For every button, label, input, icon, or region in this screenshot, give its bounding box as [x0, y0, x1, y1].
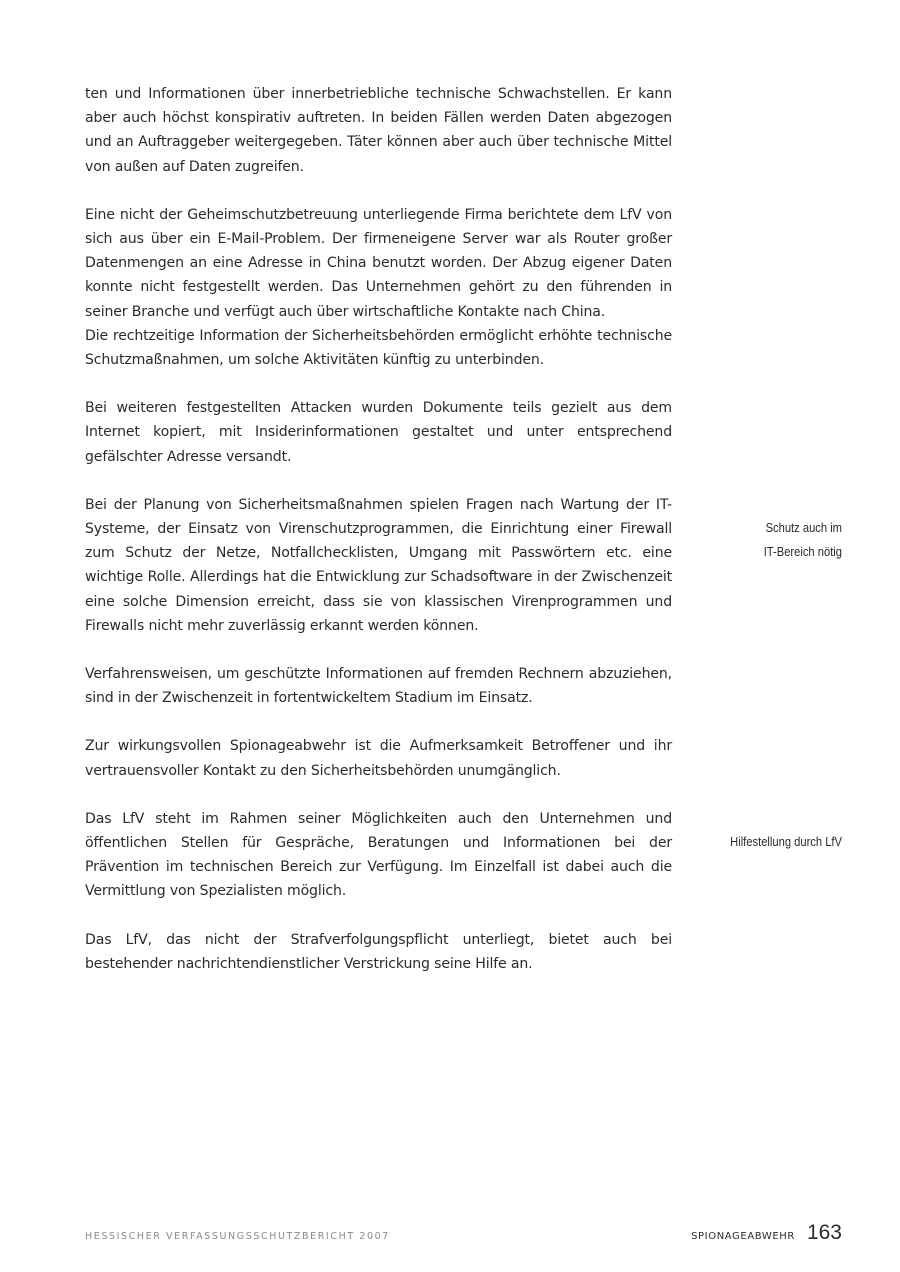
margin-note-lfv-assistance [704, 830, 842, 854]
paragraph-5 [85, 662, 672, 710]
paragraph-8 [85, 928, 672, 976]
paragraph-8-text: Das LfV, das nicht der Strafverfolgungspflicht unterliegt, bietet auch bei bestehender nachrichtendienstlicher Verstrickung seine Hilfe an. [85, 931, 672, 972]
footer-section-and-page [691, 1221, 842, 1245]
paragraph-4 [85, 493, 672, 638]
paragraph-6-text: Zur wirkungsvollen Spionageabwehr ist die Aufmerksamkeit Betroffener und ihr vertrauensvoller Kontakt zu den Sicherheitsbehörden unumgänglich. [85, 738, 672, 779]
margin-note-1-line-2: IT-Bereich nötig [763, 544, 842, 560]
paragraph-1 [85, 82, 672, 179]
margin-note-1-line-1: Schutz auch im [765, 520, 842, 535]
margin-note-2-text: Hilfestellung durch LfV [730, 834, 842, 849]
paragraph-7-text: Das LfV steht im Rahmen seiner Möglichkeiten auch den Unternehmen und öffentlichen Stellen für Gespräche, Beratungen und Informationen bei der Prävention im technischen Bereich zur Verfügung. Im Einzelfall ist dabei auch die Vermittlung von Spezialisten möglich. [85, 810, 672, 900]
paragraph-4-text: Bei der Planung von Sicherheitsmaßnahmen spielen Fragen nach Wartung der IT-Systeme, der Einsatz von Virenschutzprogrammen, die Einrichtung einer Firewall zum Schutz der Netze, Notfallchecklisten, Umgang mit Passwörtern etc. eine wichtige Rolle. Allerdings hat die Entwicklung zur Schadsoftware in der Zwischenzeit eine solche Dimension erreicht, dass sie von klassischen Virenprogrammen und Firewalls nicht mehr zuverlässig erkannt werden können. [85, 496, 672, 634]
body-text-column [85, 82, 672, 1000]
page-number: 163 [806, 1221, 842, 1244]
footer-publication-title: HESSISCHER VERFASSUNGSSCHUTZBERICHT 2007 [85, 1231, 390, 1242]
paragraph-5-text: Verfahrensweisen, um geschützte Informationen auf fremden Rechnern abzuziehen, sind in der Zwischenzeit in fortentwickeltem Stadium im Einsatz. [85, 666, 672, 707]
paragraph-2-text-b: Die rechtzeitige Information der Sicherheitsbehörden ermöglicht erhöhte technische Schutzmaßnahmen, um solche Aktivitäten künftig zu unterbinden. [85, 327, 672, 369]
paragraph-3 [85, 396, 672, 469]
footer-section-title: SPIONAGEABWEHR [691, 1231, 795, 1242]
margin-note-it-protection [704, 516, 842, 564]
paragraph-6 [85, 734, 672, 782]
paragraph-3-text: Bei weiteren festgestellten Attacken wurden Dokumente teils gezielt aus dem Internet kopiert, mit Insiderinformationen gestaltet und unter entsprechend gefälschter Adresse versandt. [85, 400, 672, 465]
paragraph-2-text-a: Eine nicht der Geheimschutzbetreuung unterliegende Firma berichtete dem LfV von sich aus über ein E-Mail-Problem. Der firmeneigene Server war als Router großer Datenmengen an eine Adresse in China benutzt worden. Der Abzug eigener Daten konnte nicht festgestellt werden. Das Unternehmen gehört zu den führenden in seiner Branche und verfügt auch über wirtschaftliche Kontakte nach China. [85, 206, 672, 320]
paragraph-2 [85, 203, 672, 372]
paragraph-7 [85, 807, 672, 904]
paragraph-1-text: ten und Informationen über innerbetriebliche technische Schwachstellen. Er kann aber auch höchst konspirativ auftreten. In beiden Fällen werden Daten abgezogen und an Auftraggeber weitergegeben. Täter können aber auch über technische Mittel von außen auf Daten zugreifen. [85, 86, 672, 175]
